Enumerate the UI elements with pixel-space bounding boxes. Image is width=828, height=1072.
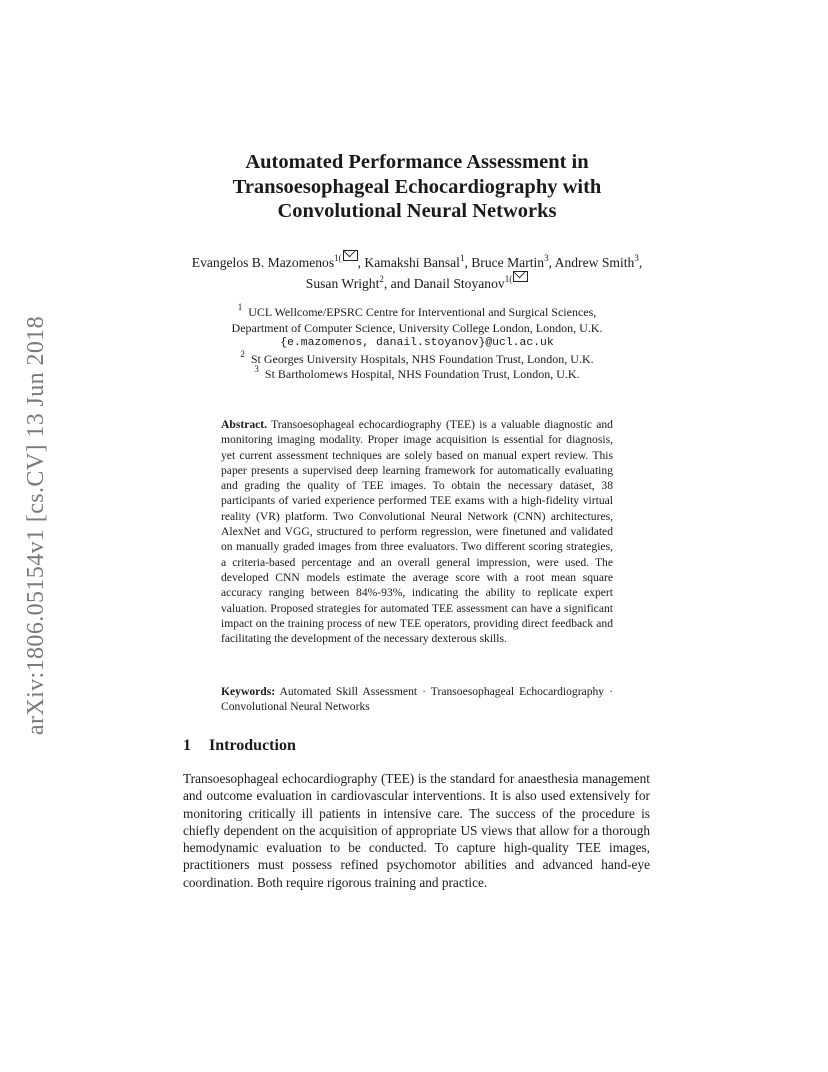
author-name: Danail Stoyanov: [413, 276, 505, 291]
author-affiliation-marker: 3: [544, 253, 549, 263]
author-name: Evangelos B. Mazomenos: [191, 255, 335, 270]
arxiv-identifier: [12, 290, 62, 760]
affiliation-3: [183, 364, 651, 383]
email-link[interactable]: {e.mazomenos, danail.stoyanov}@ucl.ac.uk: [280, 337, 554, 349]
author-affiliation-marker: 1: [459, 253, 465, 263]
author: [555, 255, 639, 270]
section-heading: [183, 737, 296, 755]
author-name: Andrew Smith: [554, 255, 635, 270]
affiliation-marker: 1: [237, 302, 243, 312]
author: [192, 255, 358, 270]
author-affiliation-marker: 1(: [334, 253, 342, 263]
keywords-text: Automated Skill Assessment · Transoesophageal Echocardiography · Convolutional Neural Networks: [221, 685, 613, 714]
paper-title: [150, 150, 684, 224]
author-list: Evangelos B. Mazomenos$^{1(}$ , Kamakshi Bansal$^1$, Bruce Martin$^3$, Andrew Smith$^3$, Susan Wright$^2$, and Danail Stoyanov$^{1(}$: [183, 252, 651, 294]
affiliation-2-text: St Georges University Hospitals, NHS Foundation Trust, London, U.K.: [250, 351, 594, 366]
abstract-label: Abstract.: [221, 418, 268, 431]
arxiv-identifier-text: arXiv:1806.05154v1 [cs.CV] 13 Jun 2018: [23, 315, 50, 735]
section-title: Introduction: [209, 737, 296, 754]
author-affiliation-marker: 1(: [504, 274, 513, 284]
affiliation-3-text: St Bartholomews Hospital, NHS Foundation Trust, London, U.K.: [264, 367, 580, 381]
affiliation-1-line1: UCL Wellcome/EPSRC Centre for Interventional and Surgical Sciences,: [248, 305, 597, 319]
affiliation-marker: 3: [254, 364, 259, 374]
affiliation-1: [183, 302, 651, 321]
author: [306, 276, 384, 291]
title-line: Transoesophageal Echocardiography with: [232, 175, 602, 198]
envelope-icon[interactable]: [343, 250, 358, 261]
affiliations: [183, 302, 651, 383]
keywords: [221, 684, 613, 715]
author: [471, 255, 548, 270]
author: [364, 255, 464, 270]
author-name: Bruce Martin: [471, 255, 545, 270]
author: [414, 276, 529, 291]
abstract-text: Transoesophageal echocardiography (TEE) is a valuable diagnostic and monitoring imaging modality. Proper image acquisition is essential for diagnosis, yet current assessment techniques are solely based on manual expert review. This paper presents a supervised deep learning framework for automatically evaluating and grading the quality of TEE images. To obtain the necessary dataset, 38 participants of varied experience performed TEE exams with a high-fidelity virtual reality (VR) platform. Two Convolutional Neural Network (CNN) architectures, AlexNet and VGG, structured to perform regression, were finetuned and validated on manually graded images from three evaluators. Two different scoring strategies, a criteria-based percentage and an overall general impression, were used. The developed CNN models estimate the average score with a root mean square accuracy ranging between 84%-93%, indicating the ability to replicate expert valuation. Proposed strategies for automated TEE assessment can have a significant impact on the training process of new TEE operators, providing direct feedback and facilitating the development of the necessary dexterous skills.: [221, 418, 613, 646]
affiliation-2: [183, 348, 651, 368]
title-line: Convolutional Neural Networks: [277, 200, 557, 222]
keywords-label: Keywords:: [221, 685, 276, 698]
author-name: Kamakshi Bansal: [364, 255, 460, 270]
author-name: Susan Wright: [305, 276, 380, 291]
body-paragraph: Transoesophageal echocardiography (TEE) is the standard for anaesthesia management and outcome evaluation in cardiovascular interventions. It is also used extensively for monitoring critically ill patients in intensive care. The success of the procedure is chiefly dependent on the acquisition of appropriate US views that allow for a thorough hemodynamic evaluation to be conducted. To capture high-quality TEE images, practitioners must possess refined psychomotor abilities and advanced hand-eye coordination. Both require rigorous training and practice.: [183, 771, 650, 890]
abstract: [221, 417, 613, 646]
author-affiliation-marker: 3: [634, 253, 639, 263]
envelope-icon[interactable]: [513, 271, 528, 282]
affiliation-marker: 2: [240, 348, 245, 359]
title-line: Automated Performance Assessment in: [245, 151, 589, 173]
author-affiliation-marker: 2: [379, 274, 384, 284]
section-number: 1: [183, 737, 191, 754]
affiliation-1-line2: Department of Computer Science, University College London, London, U.K.: [231, 320, 603, 335]
